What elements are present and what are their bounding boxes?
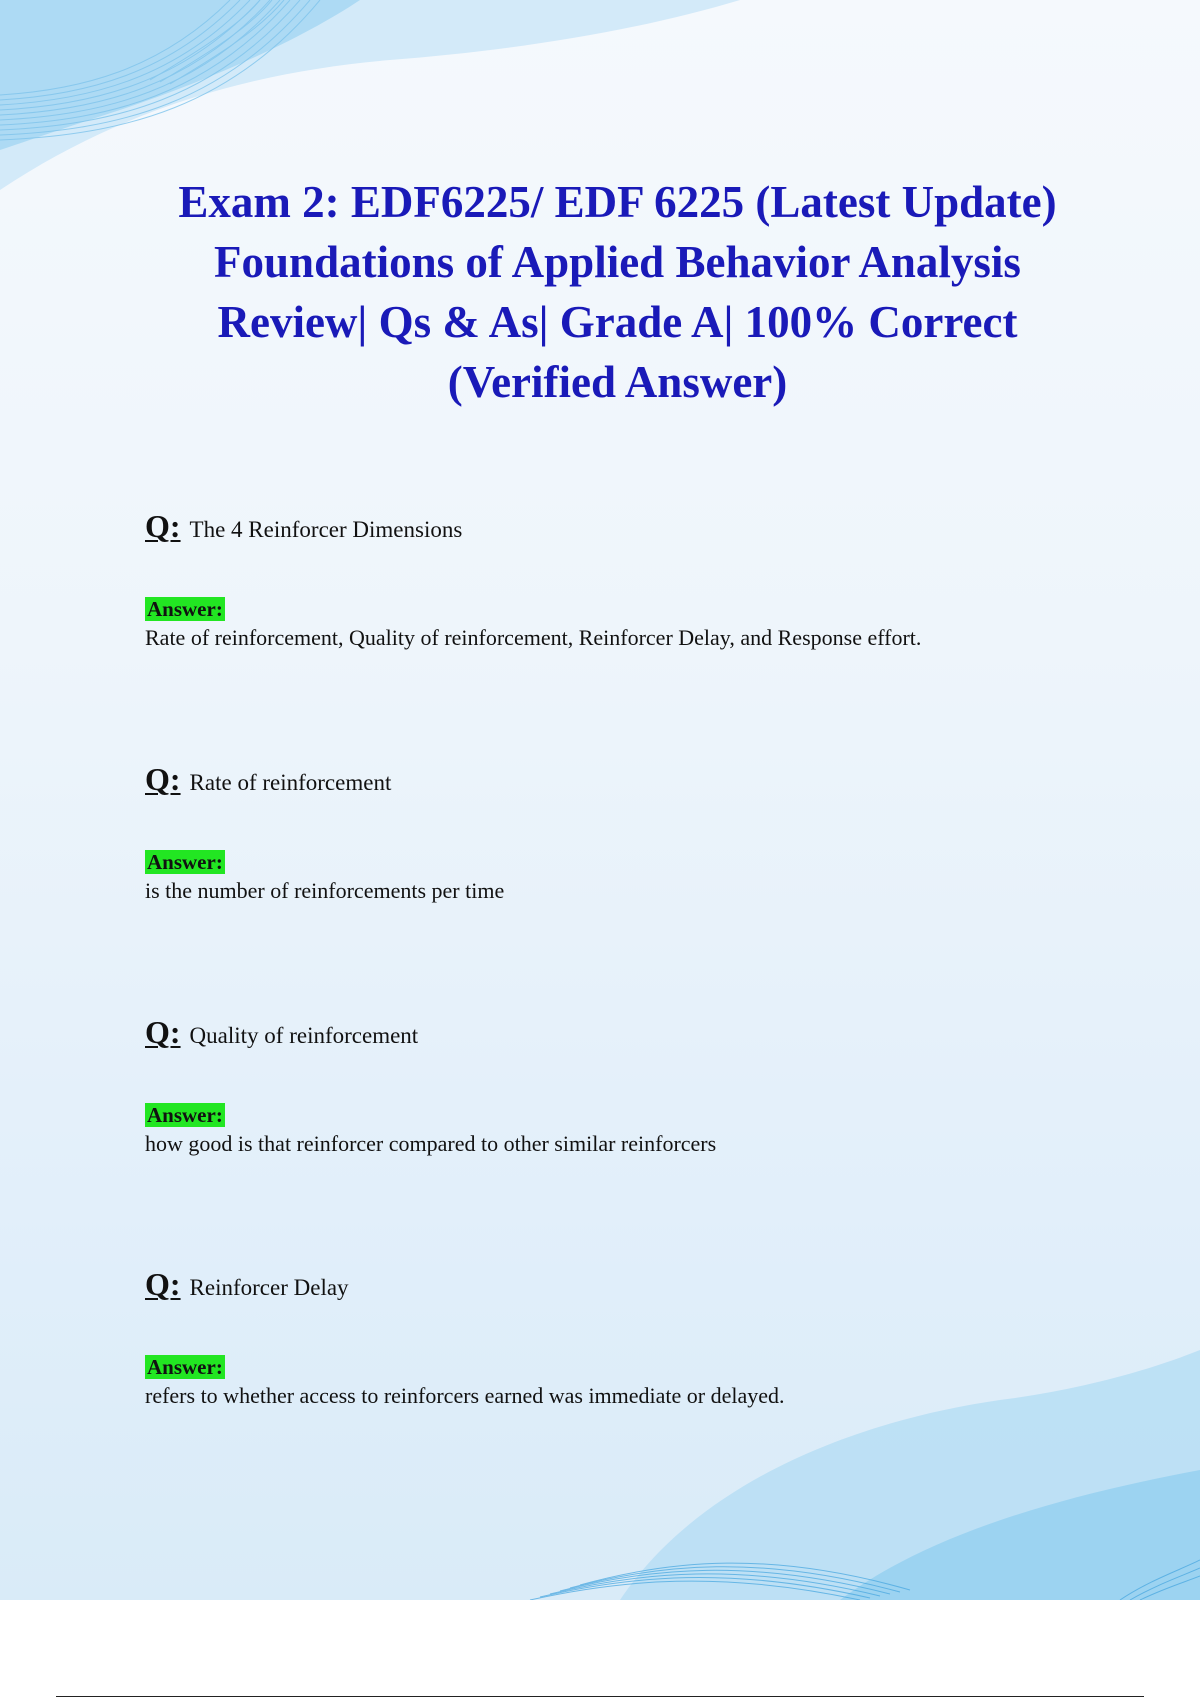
- question-marker: Q:: [145, 761, 181, 797]
- question-text: Rate of reinforcement: [189, 770, 392, 795]
- question-text: The 4 Reinforcer Dimensions: [189, 517, 463, 542]
- qa-item-2: [145, 761, 1145, 906]
- qa-item-4: [145, 1266, 1145, 1411]
- answer-label: Answer:: [147, 850, 223, 874]
- qa-item-1: [145, 508, 1145, 653]
- question-text: Quality of reinforcement: [189, 1023, 419, 1048]
- question-line: [145, 508, 1145, 545]
- answer-text: how good is that reinforcer compared to other similar reinforcers: [145, 1131, 717, 1156]
- answer-label: Answer:: [147, 1355, 223, 1379]
- question-marker: Q:: [145, 1014, 181, 1050]
- document-title: Exam 2: EDF6225/ EDF 6225 (Latest Update) Foundations of Applied Behavior Analysis Review| Qs & As| Grade A| 100% Correct (Verified Answer): [178, 177, 1057, 407]
- answer-label: Answer:: [147, 597, 223, 621]
- answer-text: Rate of reinforcement, Quality of reinforcement, Reinforcer Delay, and Response effort.: [145, 625, 922, 650]
- footer-divider: [56, 1696, 1144, 1697]
- answer-text: refers to whether access to reinforcers earned was immediate or delayed.: [145, 1383, 785, 1408]
- question-line: [145, 761, 1145, 798]
- qa-item-3: [145, 1014, 1145, 1159]
- question-text: Reinforcer Delay: [189, 1275, 349, 1300]
- question-line: [145, 1014, 1145, 1051]
- question-line: [145, 1266, 1145, 1303]
- answer-label: Answer:: [147, 1103, 223, 1127]
- question-marker: Q:: [145, 1266, 181, 1302]
- answer-text: is the number of reinforcements per time: [145, 878, 505, 903]
- question-marker: Q:: [145, 508, 181, 544]
